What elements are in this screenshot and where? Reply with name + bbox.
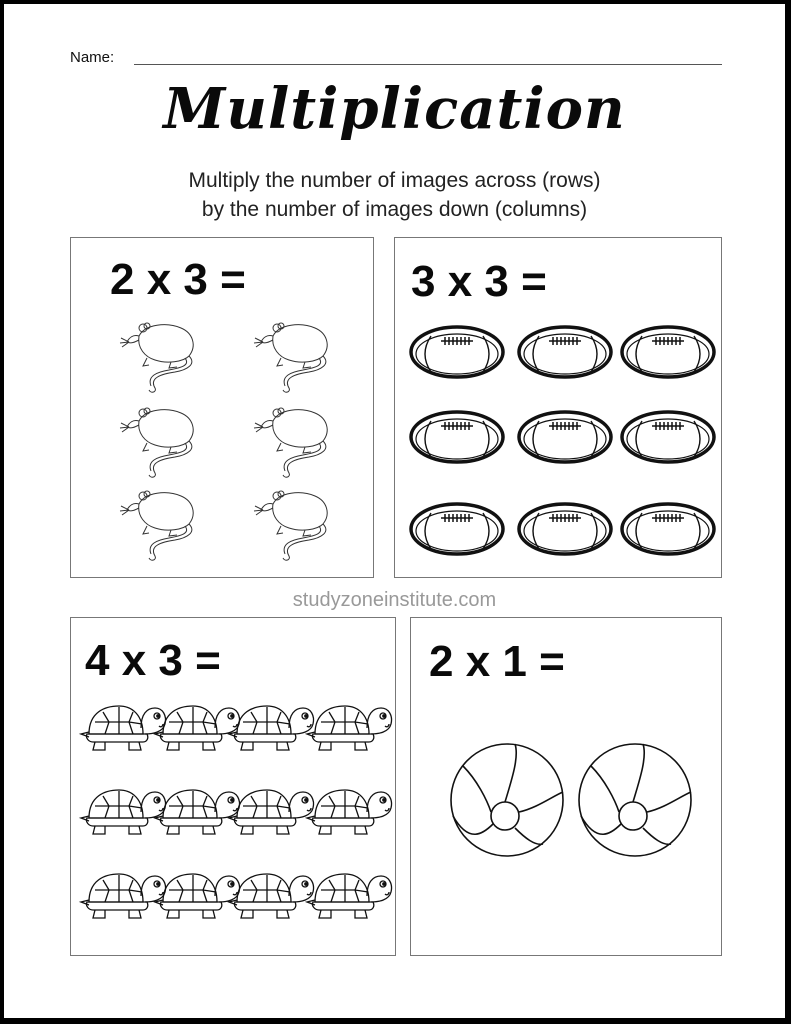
instruction-line-1: Multiply the number of images across (rows) [188,169,601,192]
turtles-grid [71,618,395,955]
turtle-icon [155,706,240,750]
football-icon [519,504,611,554]
mouse-icon [254,323,327,392]
football-icon [622,327,714,377]
mice-grid [71,238,373,577]
equation-text: 3 x 3 = [411,257,547,306]
problem-box-turtles [70,617,396,956]
equation-text: 4 x 3 = [85,636,221,685]
instruction-line-2: by the number of images down (columns) [201,198,588,221]
football-icon [411,504,503,554]
mouse-icon [254,408,327,477]
equation-text: 2 x 1 = [429,637,565,686]
turtle-icon [81,874,166,918]
turtle-icon [229,874,314,918]
mouse-icon [120,491,193,560]
site-footer: studyzoneinstitute.com [292,589,497,611]
page-title: Multiplication [163,76,626,142]
problem-box-mice [70,237,374,578]
worksheet-page [4,4,785,1018]
turtle-icon [81,790,166,834]
turtle-icon [81,706,166,750]
beach-ball-icon [579,744,691,856]
turtle-icon [229,790,314,834]
turtle-icon [307,706,392,750]
mouse-icon [120,323,193,392]
turtle-icon [155,790,240,834]
name-field-line [134,64,722,65]
name-label: Name: [70,49,115,66]
equation-text: 2 x 3 = [110,255,246,304]
beach-ball-icon [451,744,563,856]
turtle-icon [307,874,392,918]
turtle-icon [229,706,314,750]
problem-box-footballs [394,237,722,578]
mouse-icon [120,408,193,477]
football-icon [519,327,611,377]
football-icon [411,327,503,377]
football-icon [519,412,611,462]
mouse-icon [254,491,327,560]
football-icon [411,412,503,462]
football-icon [622,412,714,462]
football-icon [622,504,714,554]
beach-balls-grid [411,618,721,955]
problem-box-beach-balls [410,617,722,956]
footballs-grid [395,238,721,577]
turtle-icon [307,790,392,834]
instructions [4,166,785,224]
turtle-icon [155,874,240,918]
